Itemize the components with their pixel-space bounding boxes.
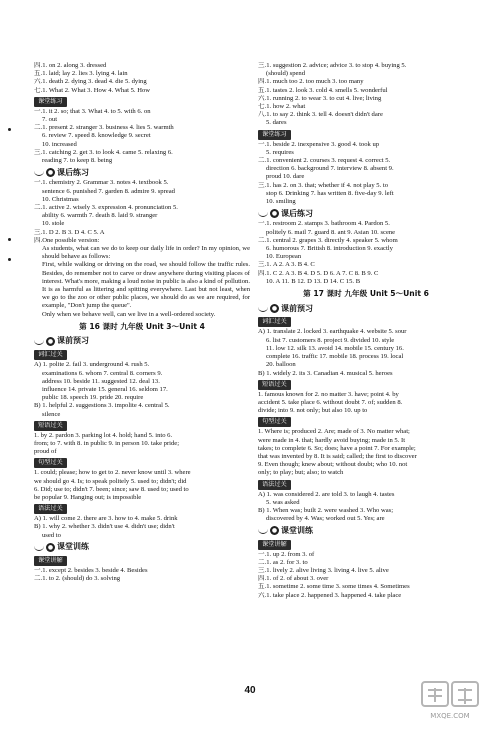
answer-line: 10. smiling — [266, 198, 296, 206]
answer-line: stop 6. Drinking 7. has written 8. five-day 9. left — [266, 189, 394, 197]
answer-line: address 10. beside 11. suggested 12. deal 13. — [42, 377, 160, 385]
section-heading-text: 课前预习 — [57, 336, 89, 346]
answer-line: 二.1. as 2. for 3. to — [258, 558, 308, 566]
section-badge-row — [34, 502, 250, 515]
answer-line: 四.1. of 2. of about 3. over — [258, 575, 329, 583]
lesson-title: 第 16 课时 九年级 Unit 3～Unit 4 — [79, 321, 205, 331]
answer-line: 1. famous known for 2. no matter 3. have; point 4. by — [258, 390, 399, 398]
answer-line: be popular 9. Hanging out; is impossible — [34, 493, 142, 501]
answer-line: 二.1. to 2. (should) do 3. solving — [34, 575, 121, 583]
answer-line: A) 1. polite 2. fail 3. underground 4. rush 5. — [34, 361, 150, 369]
answer-line: 四.1. much too 2. too much 3. too many — [258, 78, 364, 86]
section-badge: 课堂讲解 — [258, 540, 291, 550]
answer-line: that was invented by 8. It is said; called; the first to discover — [258, 452, 417, 460]
section-badge: 词汇过关 — [258, 317, 291, 327]
section-badge: 课堂练习 — [258, 130, 291, 140]
answer-line: were made in 4. that; hardly avoid buying; made in 5. It — [258, 436, 406, 444]
answer-line: 一.1. beside 2. inexpensive 3. good 4. took up — [258, 140, 380, 148]
section-badge: 短语过关 — [258, 380, 291, 390]
wave-icon — [258, 527, 268, 534]
section-heading-text: 课堂训练 — [57, 542, 89, 552]
answer-line: 四.1. on 2. along 3. dressed — [34, 62, 107, 69]
section-badge-row — [258, 315, 474, 328]
section-badge-row — [258, 415, 474, 428]
answer-line: 二.1. central 2. grapes 3. directly 4. speaker 5. whom — [258, 236, 398, 244]
section-heading — [34, 543, 89, 552]
answer-line: 10. A 11. B 12. D 13. D 14. C 15. B — [266, 277, 361, 285]
section-badge: 课堂练习 — [34, 97, 67, 107]
section-badge-row — [258, 378, 474, 391]
answer-line: 四.One possible version: — [34, 236, 100, 244]
section-badge-row — [34, 456, 250, 469]
section-badge-row — [34, 419, 250, 432]
answer-line: discovered by 4. Was; worked out 5. Yes; are — [266, 515, 385, 523]
answer-line: 5. requires — [266, 148, 294, 156]
answer-line: B) 1. why 2. whether 3. didn't use 4. didn't use; didn't — [34, 523, 175, 531]
answer-line: proud of — [34, 448, 57, 456]
answer-line: 一.1. it 2. so; that 3. What 4. to 5. with 6. on — [34, 107, 151, 115]
answer-line: 5. dares — [266, 119, 287, 127]
answer-line: 二.1. active 2. wisely 3. expression 4. pronunciation 5. — [34, 204, 178, 212]
answer-line: 6. list 7. customers 8. project 9. divided 10. style — [266, 336, 395, 344]
answer-line: 七.1. how 2. what — [258, 103, 306, 111]
answer-line: takes; to complete 6. So; does; have a point 7. For example; — [258, 444, 416, 452]
answer-line: A) 1. translate 2. locked 3. earthquake 4. website 5. sour — [258, 328, 407, 336]
wave-icon — [34, 338, 44, 345]
answer-line: complete 16. traffic 17. mobile 18. process 19. local — [266, 353, 404, 361]
answer-line: 1. by 2. pardon 3. parking lot 4. hold; hand 5. into 6. — [34, 431, 173, 439]
section-heading — [34, 337, 89, 346]
answer-line: proud 10. dare — [266, 173, 305, 181]
section-badge-row — [258, 538, 474, 551]
bullet-icon: ● — [47, 543, 54, 551]
answer-line: 五.1. laid; lay 2. lies 3. lying 4. lain — [34, 70, 128, 78]
answer-line: 7. out — [42, 116, 58, 124]
answer-line: A) 1. was considered 2. are told 3. to laugh 4. tastes — [258, 490, 395, 498]
answer-line: 六.1. death 2. dying 3. dead 4. die 5. dying — [34, 78, 147, 86]
answer-line: reading 7. to keep 8. being — [42, 157, 113, 165]
answer-line: 1. Where is; produced 2. Are; made of 3. No matter what; — [258, 428, 410, 436]
answer-line: public 18. speech 19. pride 20. require — [42, 394, 144, 402]
answer-line: (should) spend — [266, 70, 306, 78]
answer-line: influence 14. private 15. general 16. seldom 17. — [42, 385, 168, 393]
answer-line: B) 1. widely 2. its 3. Canadian 4. musical 5. heroes — [258, 369, 393, 377]
answer-line: 6. Did; use to; didn't 7. been; since; saw 8. used to; used to — [34, 485, 189, 493]
left-column — [34, 62, 250, 583]
answer-line: 六.1. running 2. to wear 3. to cut 4. live; living — [258, 94, 382, 102]
section-heading — [258, 526, 313, 535]
answer-line: sentence 6. punished 7. garden 8. admire 9. spread — [42, 187, 175, 195]
answer-line: used to — [42, 531, 61, 539]
answer-line: 三.1. lively 2. alive living 3. living 4. live 5. alive — [258, 566, 389, 574]
section-badge: 课堂讲解 — [34, 556, 67, 566]
section-badge-row — [258, 478, 474, 491]
section-badge-row — [258, 128, 474, 141]
section-badge: 句型过关 — [258, 417, 291, 427]
answer-line: 三.1. catching 2. get 3. to look 4. came 5. relaxing 6. — [34, 148, 173, 156]
answer-line: 七.1. What 2. What 3. How 4. What 5. How — [34, 86, 151, 94]
watermark-text: MXQE.COM — [430, 712, 470, 720]
answer-line: 1. could; please; how to get to 2. never know until 3. where — [34, 469, 191, 477]
answer-line: 一.1. chemistry 2. Grammar 3. notes 4. textbook 5. — [34, 179, 169, 187]
answer-line: 一.1. up 2. from 3. of — [258, 550, 315, 558]
answer-line: 三.1. has 2. on 3. that; whether if 4. not play 5. to — [258, 181, 389, 189]
answer-line: accident 5. take place 6. without doubt 7. of; sudden 8. — [258, 398, 403, 406]
wave-icon — [258, 210, 268, 217]
answer-line: 10. European — [266, 253, 302, 261]
essay-paragraph: As students, what can we do to keep our daily life in order? In my opinion, we should behave as follows: — [42, 245, 250, 261]
answer-line: 10. increased — [42, 140, 77, 148]
answer-line: B) 1. When was; built 2. were washed 3. Who was; — [258, 506, 394, 514]
answer-line: 六.1. take place 2. happened 3. happened 4. take place — [258, 591, 402, 599]
essay-paragraph: Only when we behave well, can we live in a well-ordered society. — [42, 310, 216, 318]
answer-line: politely 6. mail 7. guard 8. ant 9. Asian 10. scene — [266, 228, 396, 236]
bullet-icon: ● — [47, 338, 54, 346]
bullet-icon: ● — [271, 527, 278, 535]
section-badge-row — [34, 554, 250, 567]
answer-line: 一.1. restroom 2. stamps 3. bathroom 4. Pardon 5. — [258, 220, 390, 228]
bullet-icon: ● — [271, 210, 278, 218]
wave-icon — [34, 544, 44, 551]
section-heading-text: 课后练习 — [281, 208, 313, 218]
section-heading-text: 课前预习 — [281, 303, 313, 313]
wave-icon — [258, 305, 268, 312]
answer-line: 三.1. A 2. A 3. B 4. C — [258, 261, 315, 269]
lesson-title: 第 17 课时 九年级 Unit 5～Unit 6 — [303, 289, 429, 299]
page-number: 40 — [244, 685, 256, 696]
section-heading — [34, 168, 89, 177]
bullet-icon: ● — [271, 305, 278, 313]
answer-line: 10. stole — [42, 220, 65, 228]
answer-line: 6. review 7. speed 8. knowledge 9. secret — [42, 132, 151, 140]
section-badge-row — [34, 95, 250, 108]
section-badge-row — [34, 348, 250, 361]
answer-line: we should go 4. Is; to speak politely 5. used to; didn't; did — [34, 477, 187, 485]
answer-line: 二.1. convenient 2. courses 3. request 4. correct 5. — [258, 157, 391, 165]
answer-line: direction 6. background 7. interview 8. absent 9. — [266, 165, 394, 173]
answer-line: 三.1. D 2. B 3. D 4. C 5. A — [34, 228, 105, 236]
section-heading — [258, 304, 313, 313]
answer-line: 三.1. suggestion 2. advice; advice 3. to stop 4. buying 5. — [258, 62, 407, 69]
right-column — [258, 62, 474, 600]
bullet-icon: ● — [47, 169, 54, 177]
answer-line: 10. Christmas — [42, 195, 79, 203]
answer-line: 20. balloon — [266, 361, 296, 369]
answer-line: 5. was asked — [266, 498, 300, 506]
answer-line: only; to play; but; also; to watch — [258, 469, 344, 477]
answer-line: 一.1. except 2. besides 3. beside 4. Besides — [34, 566, 148, 574]
section-heading-text: 课后练习 — [57, 167, 89, 177]
margin-dot — [8, 128, 11, 131]
section-badge: 短语过关 — [34, 421, 67, 431]
answer-line: from; to 7. with 8. in public 9. in person 10. take pride; — [34, 439, 180, 447]
section-heading-text: 课堂训练 — [281, 525, 313, 535]
section-badge: 语法过关 — [258, 480, 291, 490]
answer-line: 四.1. C 2. A 3. B 4. D 5. D 6. A 7. C 8. B 9. C — [258, 269, 379, 277]
margin-dot — [8, 238, 11, 241]
section-badge: 语法过关 — [34, 504, 67, 514]
answer-line: ability 6. warmth 7. death 8. laid 9. stranger — [42, 212, 158, 220]
section-badge: 句型过关 — [34, 458, 67, 468]
answer-line: B) 1. helpful 2. suggestions 3. impolite 4. central 5. — [34, 402, 170, 410]
answer-line: 6. humorous 7. British 8. introduction 9. exactly — [266, 245, 393, 253]
answer-line: examinations 6. whom 7. central 8. corners 9. — [42, 369, 163, 377]
essay-paragraph: First, while walking or driving on the road, we should follow the traffic rules. Besides, do remember not to carve or draw anywhere during visiting places of interest. What's more, making a loud noise in public is also a kind of pollution. It is as harmful as littering and spitting everywhere. Last but not least, when we go to the zoo or other public places, we should do as we are required, for example, "Don't jump the queue". — [42, 261, 250, 310]
answer-line: 五.1. sometime 2. some time 3. some times 4. Sometimes — [258, 583, 410, 591]
answer-line: 二.1. present 2. stranger 3. business 4. lies 5. warmth — [34, 124, 174, 132]
wave-icon — [34, 169, 44, 176]
margin-dot — [8, 258, 11, 261]
section-badge: 词汇过关 — [34, 350, 67, 360]
answer-line: 9. Even though; knew about; without doubt; who 10. not — [258, 461, 408, 469]
answer-line: 五.1. tastes 2. look 3. cold 4. smells 5. wonderful — [258, 86, 388, 94]
answer-line: divide; into 9. not only; but also 10. up to — [258, 407, 368, 415]
answer-line: 11. low 12. silk 13. avoid 14. mobile 15. century 16. — [266, 344, 404, 352]
answer-line: silence — [42, 410, 61, 418]
section-heading — [258, 209, 313, 218]
answer-line: 八.1. to say 2. think 3. tell 4. doesn't didn't dare — [258, 111, 383, 119]
answer-line: A) 1. will come 2. there are 3. how to 4. make 5. drink — [34, 515, 178, 523]
